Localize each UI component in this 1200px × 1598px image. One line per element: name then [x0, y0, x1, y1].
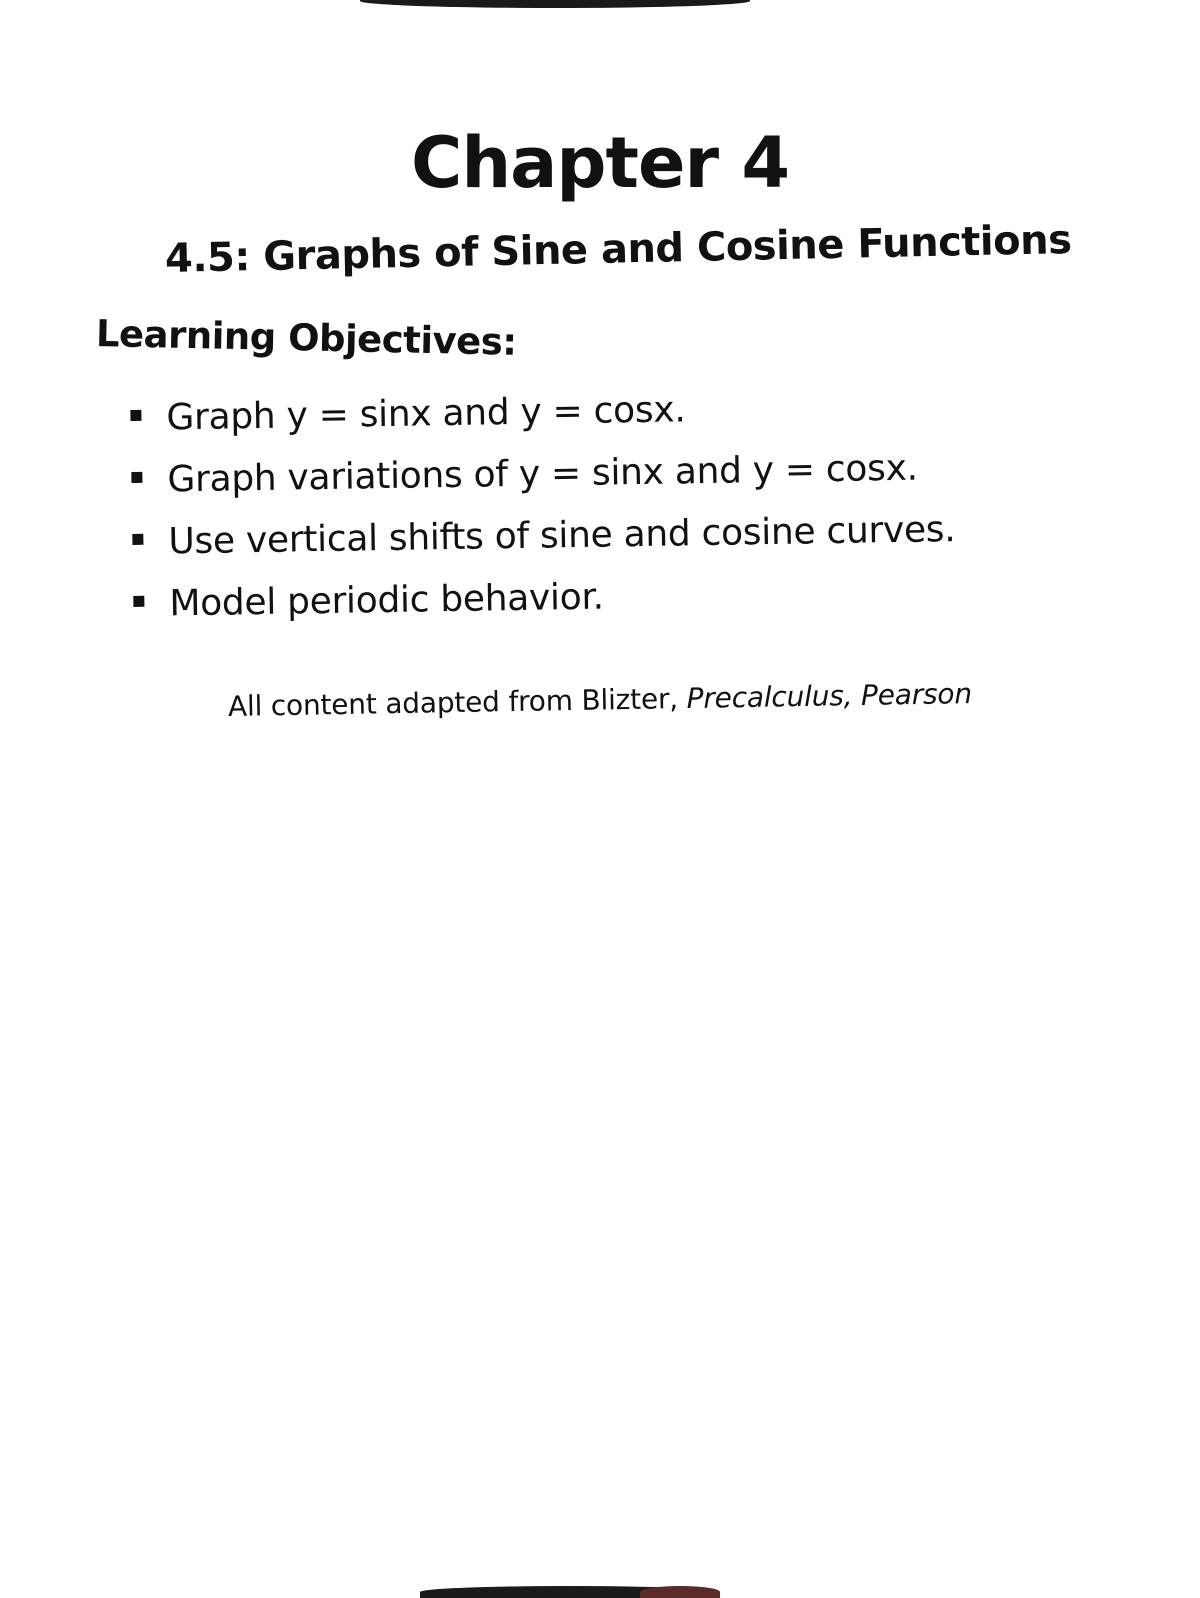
bullet-square-icon	[130, 410, 141, 421]
objective-text: Graph variations of y = sinx and y = cosx.	[167, 447, 919, 501]
objective-text: Use vertical shifts of sine and cosine curves.	[168, 509, 956, 563]
objectives-list	[130, 375, 957, 636]
objective-item	[133, 561, 957, 636]
objectives-heading: Learning Objectives:	[95, 312, 518, 364]
bullet-square-icon	[131, 472, 142, 483]
attribution-source: Precalculus, Pearson	[686, 677, 973, 715]
objective-text: Graph y = sinx and y = cosx.	[166, 389, 686, 439]
section-title: 4.5: Graphs of Sine and Cosine Functions	[164, 217, 1072, 282]
chapter-title: Chapter 4	[410, 122, 790, 204]
attribution-prefix: All content adapted from Blizter,	[227, 681, 687, 723]
attribution	[228, 677, 972, 723]
bullet-square-icon	[132, 534, 143, 545]
objective-text: Model periodic behavior.	[169, 576, 605, 625]
bullet-square-icon	[133, 596, 144, 607]
